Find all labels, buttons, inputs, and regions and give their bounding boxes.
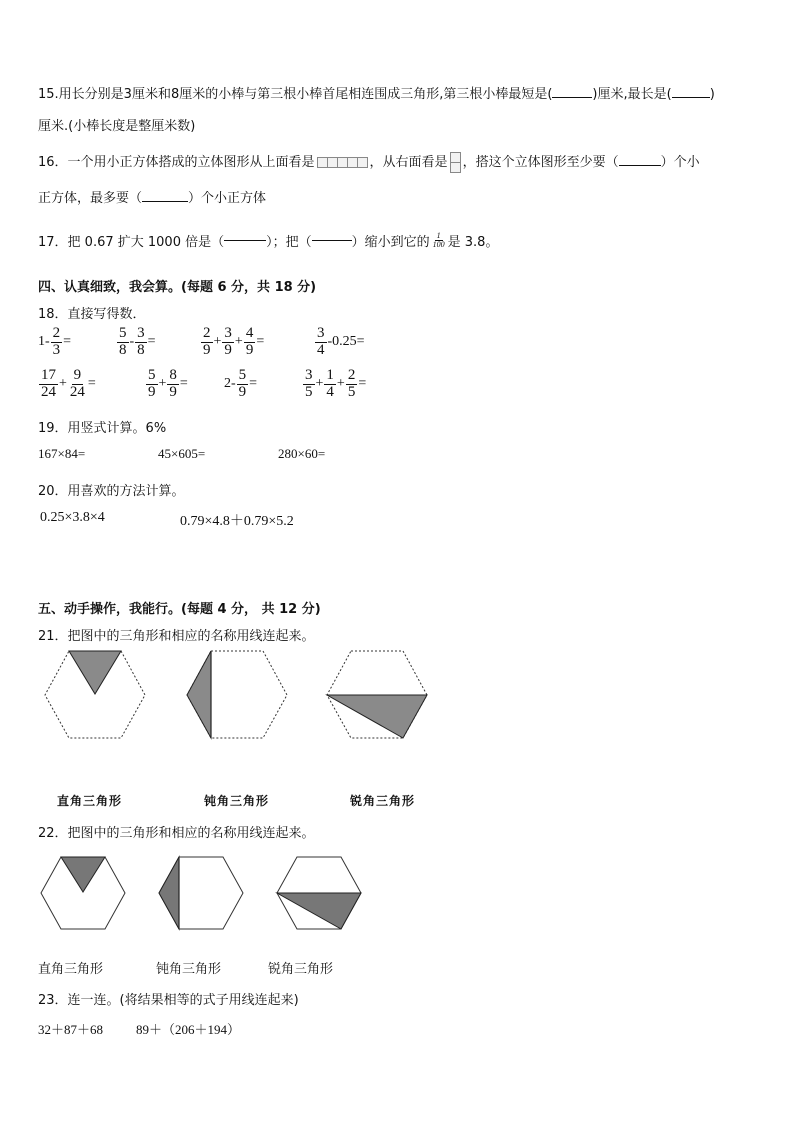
q21-label-obtuse: 钝角三角形 <box>204 794 270 808</box>
q18-r2-e2-frac1 <box>146 368 158 401</box>
q16-text-b: ，从右面看是 <box>369 155 448 170</box>
section-4-heading: 四、认真细致，我会算。(每题 6 分，共 18 分) <box>38 280 317 295</box>
top-view-icon <box>317 157 368 168</box>
q17-text-a: 17．把 0.67 扩大 1000 倍是（ <box>38 235 225 250</box>
den: 5 <box>305 383 313 400</box>
q18-expr-7 <box>224 368 257 401</box>
num: 2 <box>203 325 211 341</box>
num: 1 <box>326 367 334 383</box>
question-17 <box>38 231 498 250</box>
question-23-title: 23．连一连。(将结果相等的式子用线连起来) <box>38 993 299 1008</box>
q17-frac-num: 1 <box>436 230 441 240</box>
operator: + <box>336 376 345 392</box>
den: 5 <box>347 383 356 400</box>
question-15-line-2: 厘米.(小棒长度是整厘米数) <box>38 119 196 134</box>
q19-expr-2: 45×605= <box>158 446 206 461</box>
question-21-title: 21．把图中的三角形和相应的名称用线连起来。 <box>38 629 315 644</box>
q18-r1-e4-rest: -0.25= <box>327 334 365 350</box>
den: 9 <box>148 383 156 400</box>
q18-r1-e3-frac2 <box>222 326 234 359</box>
q18-r1-e2-frac2 <box>135 326 147 359</box>
shaded-triangle <box>277 893 361 929</box>
q23-expr-2: 89＋（206＋194） <box>136 1022 241 1037</box>
equals: = <box>358 376 367 392</box>
den: 4 <box>326 383 334 400</box>
q15-text-a: 15.用长分别是3厘米和8厘米的小棒与第三根小棒首尾相连围成三角形,第三根小棒最短是( <box>38 87 553 102</box>
q16-blank-max[interactable] <box>142 201 188 202</box>
q17-blank-1[interactable] <box>224 240 266 241</box>
q16-text-a: 16．一个用小正方体搭成的立体图形从上面看是 <box>38 155 315 170</box>
q15-blank-longest[interactable] <box>672 97 710 98</box>
section-5-heading: 五、动手操作，我能行。(每题 4 分， 共 12 分) <box>38 602 321 617</box>
question-19-title: 19．用竖式计算。6% <box>38 421 167 436</box>
question-18-title: 18．直接写得数． <box>38 307 146 322</box>
den: 9 <box>224 341 232 358</box>
q15-text-b: )厘米,最长是( <box>592 87 672 102</box>
num: 2 <box>52 325 61 341</box>
den: 8 <box>119 341 127 358</box>
den: 24 <box>41 383 56 400</box>
q22-label-right: 直角三角形 <box>38 962 104 977</box>
q22-label-obtuse: 钝角三角形 <box>156 962 222 977</box>
q18-r1-e4-frac <box>315 326 327 359</box>
num: 5 <box>148 367 156 383</box>
num: 3 <box>137 325 145 341</box>
hexagon-figure-acute-triangle <box>326 650 428 740</box>
operator: + <box>315 376 324 392</box>
equals: = <box>147 334 156 350</box>
q21-label-acute: 锐角三角形 <box>350 794 416 808</box>
q16-text-c: ，搭这个立体图形至少要（ <box>462 155 619 170</box>
operator: + <box>59 376 67 392</box>
shaded-triangle <box>61 857 105 892</box>
q18-r2-e1-frac1 <box>39 368 58 401</box>
q18-r1-e1-pre: 1- <box>38 334 50 350</box>
q21-label-right: 直角三角形 <box>57 794 123 808</box>
q19-expr-3: 280×60= <box>278 446 326 461</box>
question-16-line-1 <box>38 151 700 173</box>
q17-fraction <box>431 232 447 250</box>
num: 8 <box>169 367 177 383</box>
equals: = <box>87 376 96 392</box>
operator: + <box>213 334 222 350</box>
hexagon-figure-obtuse-triangle-2 <box>158 856 244 930</box>
q15-text-c: ) <box>709 87 715 102</box>
q18-r2-e4-frac3 <box>346 368 358 401</box>
q18-r2-e2-frac2 <box>167 368 179 401</box>
q17-frac-den: 100 <box>432 240 445 249</box>
den: 3 <box>52 341 61 358</box>
operator: - <box>129 334 135 350</box>
num: 3 <box>305 367 313 383</box>
q20-expr-1: 0.25×3.8×4 <box>40 510 105 525</box>
q18-expr-2 <box>116 326 156 359</box>
equals: = <box>256 334 265 350</box>
q16-blank-min[interactable] <box>619 165 661 166</box>
hexagon-figure-acute-triangle-2 <box>276 856 362 930</box>
shaded-triangle <box>187 651 211 738</box>
hexagon-figure-obtuse-triangle <box>186 650 288 740</box>
den: 8 <box>137 341 145 358</box>
den: 9 <box>238 383 247 400</box>
q18-r1-e3-frac1 <box>201 326 213 359</box>
shaded-triangle <box>159 857 179 929</box>
num: 17 <box>41 367 56 383</box>
q18-expr-4 <box>314 326 365 359</box>
den: 9 <box>245 341 254 358</box>
right-view-icon <box>450 152 461 173</box>
num: 2 <box>347 367 356 383</box>
question-20-title: 20．用喜欢的方法计算。 <box>38 484 185 499</box>
q19-expr-1: 167×84= <box>38 446 86 461</box>
q15-blank-shortest[interactable] <box>552 97 592 98</box>
den: 9 <box>203 341 211 358</box>
question-22-title: 22．把图中的三角形和相应的名称用线连起来。 <box>38 826 315 841</box>
q18-r1-e2-frac1 <box>117 326 129 359</box>
q17-blank-2[interactable] <box>312 240 352 241</box>
question-15-line-1 <box>38 83 715 102</box>
q17-text-b: ）；把（ <box>266 235 312 250</box>
den: 4 <box>317 341 325 358</box>
operator: + <box>234 334 243 350</box>
q18-r2-e3-pre: 2- <box>224 376 236 392</box>
q16-text-f: ）个小正方体 <box>188 191 267 206</box>
q18-r2-e4-frac1 <box>303 368 315 401</box>
num: 4 <box>245 325 254 341</box>
q17-text-c: ）缩小到它的 <box>351 235 430 250</box>
shaded-triangle <box>69 651 121 694</box>
q18-expr-8 <box>302 368 366 401</box>
q22-label-acute: 锐角三角形 <box>268 962 334 977</box>
q17-text-d: 是 3.8。 <box>447 235 499 250</box>
equals: = <box>179 376 188 392</box>
q18-expr-3 <box>200 326 264 359</box>
q18-expr-1 <box>38 326 71 359</box>
q18-r2-e3-frac <box>237 368 249 401</box>
den: 24 <box>69 383 85 400</box>
operator: + <box>158 376 167 392</box>
num: 5 <box>119 325 127 341</box>
hexagon-figure-right-triangle-2 <box>40 856 126 930</box>
q18-r2-e4-frac2 <box>324 368 336 401</box>
equals: = <box>63 334 72 350</box>
num: 5 <box>238 367 247 383</box>
q18-r1-e3-frac3 <box>244 326 256 359</box>
q18-r1-e1-frac <box>51 326 63 359</box>
q16-text-d: ）个小 <box>660 155 700 170</box>
q20-expr-2: 0.79×4.8＋0.79×5.2 <box>180 514 294 529</box>
q16-text-e: 正方体，最多要（ <box>38 191 143 206</box>
q18-expr-6 <box>145 368 188 401</box>
num: 9 <box>73 367 82 383</box>
q18-expr-5 <box>38 368 96 401</box>
q18-r2-e1-frac2 <box>68 368 87 401</box>
den: 9 <box>169 383 177 400</box>
question-16-line-2 <box>38 187 266 206</box>
num: 3 <box>224 325 232 341</box>
hexagon-figure-right-triangle <box>44 650 146 740</box>
q23-expr-1: 32＋87＋68 <box>38 1022 104 1037</box>
equals: = <box>249 376 258 392</box>
shaded-triangle <box>327 695 427 738</box>
num: 3 <box>317 325 325 341</box>
